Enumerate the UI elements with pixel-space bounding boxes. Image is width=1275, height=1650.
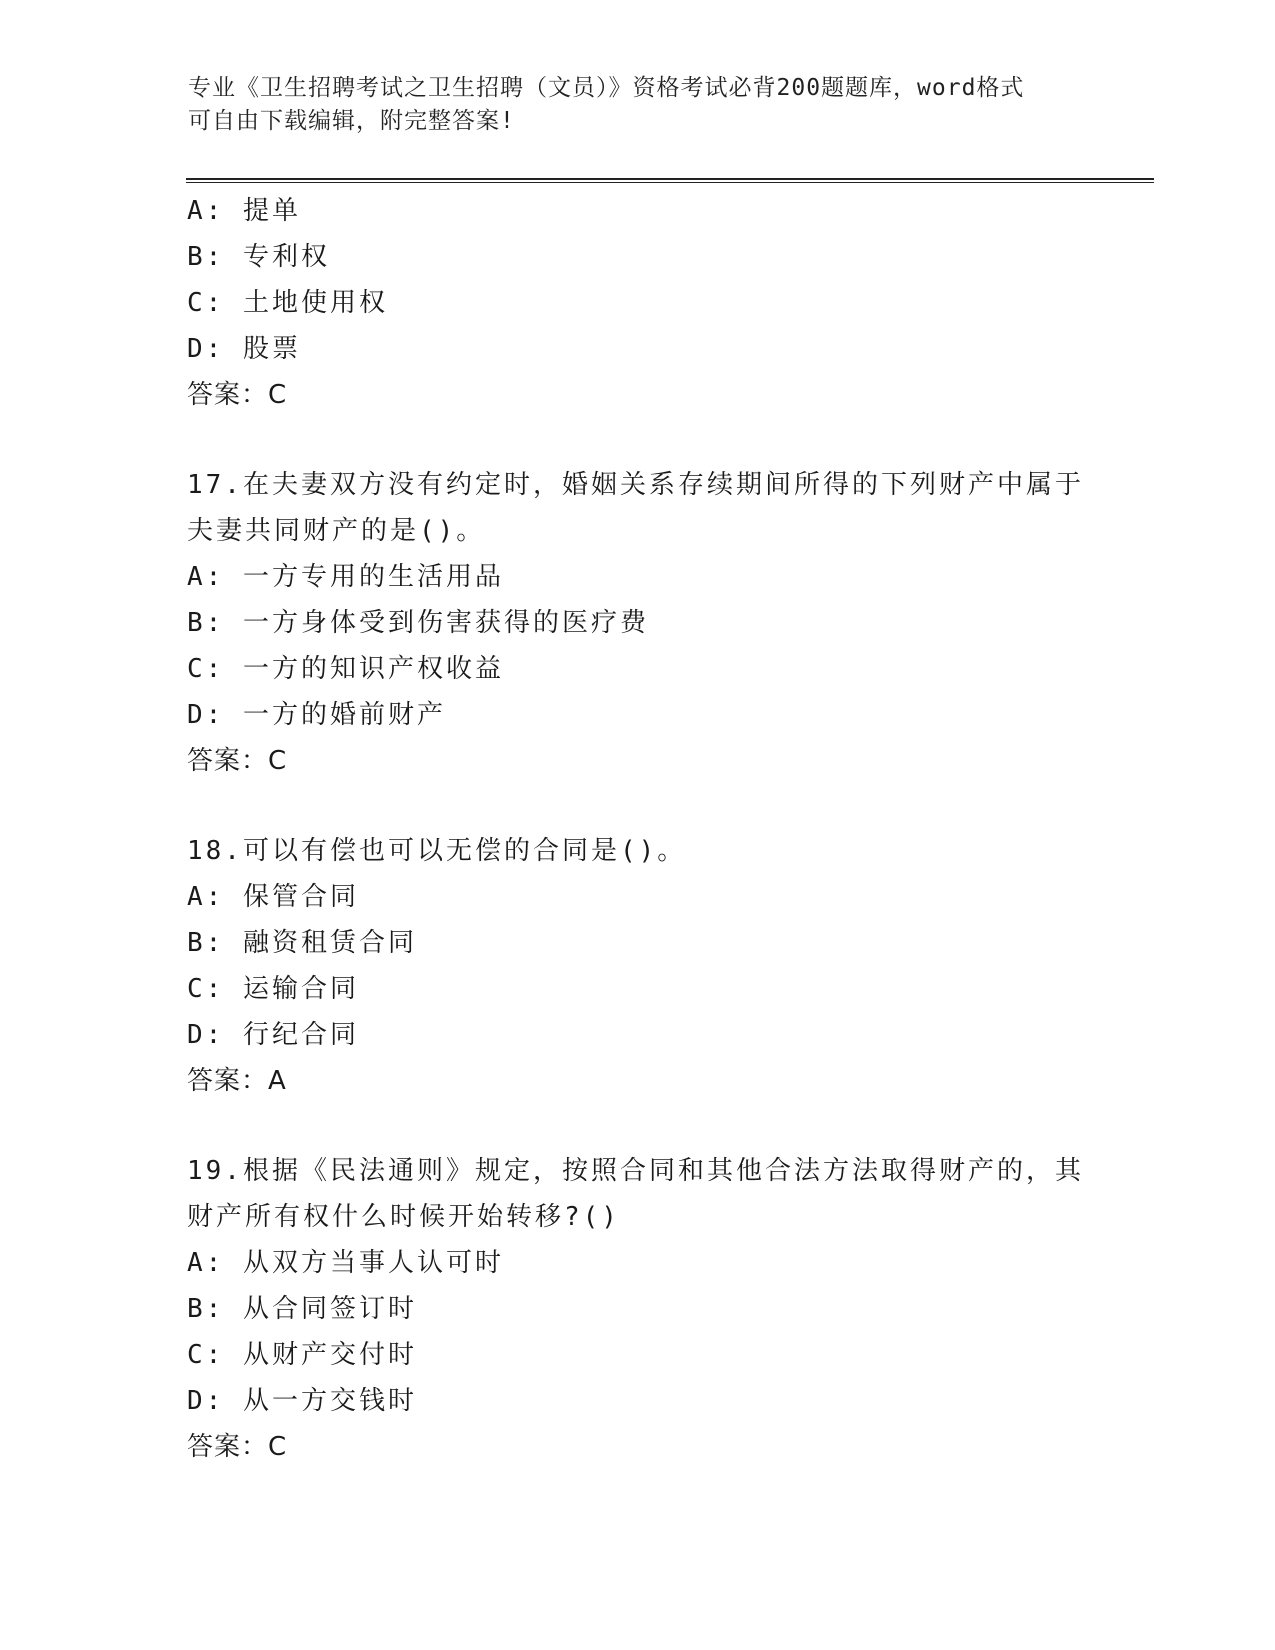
- question-text: 夫妻共同财产的是()。: [187, 516, 486, 546]
- option-d: D: 行纪合同: [187, 1020, 359, 1050]
- option-d: D: 股票: [187, 334, 301, 364]
- option-c: C: 从财产交付时: [187, 1340, 417, 1370]
- answer-line: 答案：A: [187, 1066, 287, 1096]
- block-spacer: [187, 1104, 1087, 1148]
- option-a: A: 一方专用的生活用品: [187, 562, 504, 592]
- option-c: C: 土地使用权: [187, 288, 388, 318]
- option-b: B: 专利权: [187, 242, 330, 272]
- header-divider: [186, 178, 1154, 183]
- answer-line: 答案：C: [187, 746, 288, 776]
- question-block-17: [187, 462, 1087, 784]
- header-line-2: 可自由下载编辑，附完整答案!: [188, 108, 515, 134]
- option-a: A: 保管合同: [187, 882, 359, 912]
- question-list: [187, 188, 1087, 1470]
- option-a: A: 提单: [187, 196, 301, 226]
- option-d: D: 从一方交钱时: [187, 1386, 417, 1416]
- question-text: 17.在夫妻双方没有约定时，婚姻关系存续期间所得的下列财产中属于: [187, 470, 1084, 500]
- answer-line: 答案：C: [187, 380, 288, 410]
- block-spacer: [187, 418, 1087, 462]
- question-block-19: [187, 1148, 1087, 1470]
- block-spacer: [187, 784, 1087, 828]
- header-line-1: 专业《卫生招聘考试之卫生招聘（文员）》资格考试必背200题题库，word格式: [188, 75, 1025, 101]
- question-text: 18.可以有偿也可以无偿的合同是()。: [187, 836, 687, 866]
- option-b: B: 融资租赁合同: [187, 928, 417, 958]
- question-text: 19.根据《民法通则》规定，按照合同和其他合法方法取得财产的，其: [187, 1156, 1084, 1186]
- question-block-18: [187, 828, 1087, 1104]
- question-block-16: [187, 188, 1087, 418]
- option-d: D: 一方的婚前财产: [187, 700, 446, 730]
- question-text: 财产所有权什么时候开始转移?(): [187, 1202, 620, 1232]
- answer-line: 答案：C: [187, 1432, 288, 1462]
- option-b: B: 从合同签订时: [187, 1294, 417, 1324]
- document-header: [188, 72, 1088, 138]
- option-b: B: 一方身体受到伤害获得的医疗费: [187, 608, 649, 638]
- option-a: A: 从双方当事人认可时: [187, 1248, 504, 1278]
- option-c: C: 运输合同: [187, 974, 359, 1004]
- option-c: C: 一方的知识产权收益: [187, 654, 504, 684]
